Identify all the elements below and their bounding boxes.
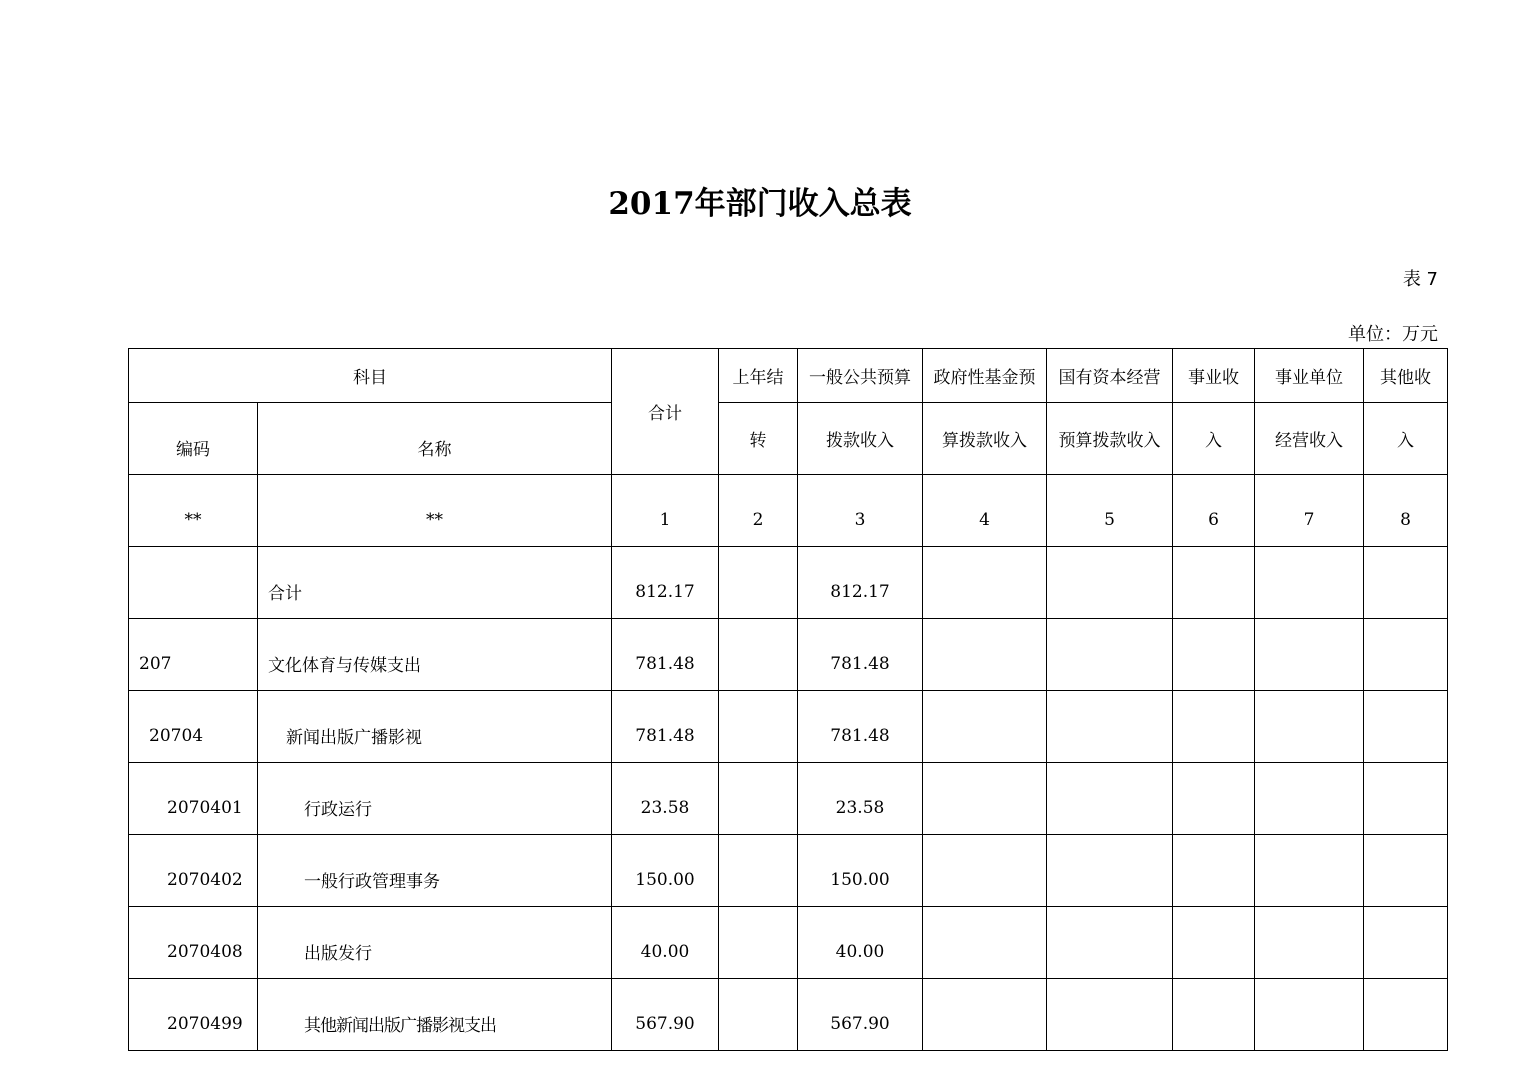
empty-cell bbox=[1255, 907, 1364, 979]
table-row bbox=[129, 907, 1448, 979]
header-row-2 bbox=[129, 403, 1448, 475]
code-cell: 2070401 bbox=[129, 763, 258, 835]
general-budget-cell: 23.58 bbox=[798, 763, 923, 835]
table-row bbox=[129, 979, 1448, 1051]
index-cell: 1 bbox=[612, 475, 719, 547]
name-cell: 出版发行 bbox=[258, 907, 612, 979]
prev-year-cell bbox=[719, 835, 798, 907]
empty-cell bbox=[1173, 547, 1255, 619]
table-row bbox=[129, 835, 1448, 907]
business-income-header-l1: 事业收 bbox=[1173, 349, 1255, 403]
table-row bbox=[129, 763, 1448, 835]
prev-year-cell bbox=[719, 763, 798, 835]
state-capital-header-l1: 国有资本经营 bbox=[1047, 349, 1173, 403]
empty-cell bbox=[923, 547, 1047, 619]
gov-fund-header-l1: 政府性基金预 bbox=[923, 349, 1047, 403]
empty-cell bbox=[1255, 835, 1364, 907]
empty-cell bbox=[1364, 907, 1448, 979]
index-cell: 8 bbox=[1364, 475, 1448, 547]
unit-operating-header-l1: 事业单位 bbox=[1255, 349, 1364, 403]
empty-cell bbox=[1047, 619, 1173, 691]
index-row bbox=[129, 475, 1448, 547]
total-cell: 781.48 bbox=[612, 619, 719, 691]
index-cell: ** bbox=[258, 475, 612, 547]
empty-cell bbox=[1047, 547, 1173, 619]
prev-year-header-l1: 上年结 bbox=[719, 349, 798, 403]
index-cell: 7 bbox=[1255, 475, 1364, 547]
code-cell: 2070408 bbox=[129, 907, 258, 979]
name-cell: 一般行政管理事务 bbox=[258, 835, 612, 907]
empty-cell bbox=[1173, 979, 1255, 1051]
name-cell: 行政运行 bbox=[258, 763, 612, 835]
empty-cell bbox=[1047, 907, 1173, 979]
empty-cell bbox=[923, 763, 1047, 835]
total-cell: 40.00 bbox=[612, 907, 719, 979]
total-cell: 150.00 bbox=[612, 835, 719, 907]
total-header: 合计 bbox=[612, 349, 719, 475]
header-row-1 bbox=[129, 349, 1448, 403]
name-cell: 合计 bbox=[258, 547, 612, 619]
unit-label: 单位：万元 bbox=[1348, 324, 1438, 345]
table-row bbox=[129, 547, 1448, 619]
empty-cell bbox=[1047, 979, 1173, 1051]
general-budget-header-l2: 拨款收入 bbox=[798, 403, 923, 475]
general-budget-cell: 567.90 bbox=[798, 979, 923, 1051]
code-cell: 2070402 bbox=[129, 835, 258, 907]
unit-operating-header-l2: 经营收入 bbox=[1255, 403, 1364, 475]
prev-year-cell bbox=[719, 619, 798, 691]
general-budget-header-l1: 一般公共预算 bbox=[798, 349, 923, 403]
empty-cell bbox=[1255, 619, 1364, 691]
empty-cell bbox=[1173, 619, 1255, 691]
index-cell: 2 bbox=[719, 475, 798, 547]
empty-cell bbox=[1173, 691, 1255, 763]
empty-cell bbox=[923, 619, 1047, 691]
empty-cell bbox=[1047, 691, 1173, 763]
income-table bbox=[128, 348, 1448, 1051]
empty-cell bbox=[923, 835, 1047, 907]
empty-cell bbox=[1364, 835, 1448, 907]
empty-cell bbox=[1255, 547, 1364, 619]
empty-cell bbox=[923, 691, 1047, 763]
empty-cell bbox=[1364, 763, 1448, 835]
index-cell: ** bbox=[129, 475, 258, 547]
business-income-header-l2: 入 bbox=[1173, 403, 1255, 475]
table-row bbox=[129, 619, 1448, 691]
index-cell: 4 bbox=[923, 475, 1047, 547]
empty-cell bbox=[1364, 547, 1448, 619]
state-capital-header-l2: 预算拨款收入 bbox=[1047, 403, 1173, 475]
index-cell: 3 bbox=[798, 475, 923, 547]
general-budget-cell: 812.17 bbox=[798, 547, 923, 619]
page-title: 2017年部门收入总表 bbox=[608, 186, 912, 222]
code-cell bbox=[129, 547, 258, 619]
empty-cell bbox=[1047, 835, 1173, 907]
name-cell: 其他新闻出版广播影视支出 bbox=[258, 979, 612, 1051]
empty-cell bbox=[1364, 619, 1448, 691]
code-cell: 20704 bbox=[129, 691, 258, 763]
name-cell: 新闻出版广播影视 bbox=[258, 691, 612, 763]
code-cell: 2070499 bbox=[129, 979, 258, 1051]
empty-cell bbox=[1173, 907, 1255, 979]
prev-year-cell bbox=[719, 907, 798, 979]
empty-cell bbox=[1047, 763, 1173, 835]
index-cell: 6 bbox=[1173, 475, 1255, 547]
total-cell: 567.90 bbox=[612, 979, 719, 1051]
other-income-header-l2: 入 bbox=[1364, 403, 1448, 475]
table-number: 表 7 bbox=[1402, 269, 1438, 290]
empty-cell bbox=[1364, 691, 1448, 763]
name-header: 名称 bbox=[258, 403, 612, 475]
general-budget-cell: 781.48 bbox=[798, 691, 923, 763]
empty-cell bbox=[1255, 691, 1364, 763]
subject-header: 科目 bbox=[129, 349, 612, 403]
name-cell: 文化体育与传媒支出 bbox=[258, 619, 612, 691]
general-budget-cell: 150.00 bbox=[798, 835, 923, 907]
prev-year-header-l2: 转 bbox=[719, 403, 798, 475]
prev-year-cell bbox=[719, 979, 798, 1051]
table-row bbox=[129, 691, 1448, 763]
index-cell: 5 bbox=[1047, 475, 1173, 547]
general-budget-cell: 40.00 bbox=[798, 907, 923, 979]
code-cell: 207 bbox=[129, 619, 258, 691]
total-cell: 23.58 bbox=[612, 763, 719, 835]
empty-cell bbox=[1173, 835, 1255, 907]
empty-cell bbox=[1173, 763, 1255, 835]
code-header: 编码 bbox=[129, 403, 258, 475]
total-cell: 812.17 bbox=[612, 547, 719, 619]
empty-cell bbox=[1364, 979, 1448, 1051]
empty-cell bbox=[923, 907, 1047, 979]
empty-cell bbox=[1255, 979, 1364, 1051]
empty-cell bbox=[1255, 763, 1364, 835]
empty-cell bbox=[923, 979, 1047, 1051]
other-income-header-l1: 其他收 bbox=[1364, 349, 1448, 403]
total-cell: 781.48 bbox=[612, 691, 719, 763]
general-budget-cell: 781.48 bbox=[798, 619, 923, 691]
prev-year-cell bbox=[719, 547, 798, 619]
gov-fund-header-l2: 算拨款收入 bbox=[923, 403, 1047, 475]
prev-year-cell bbox=[719, 691, 798, 763]
